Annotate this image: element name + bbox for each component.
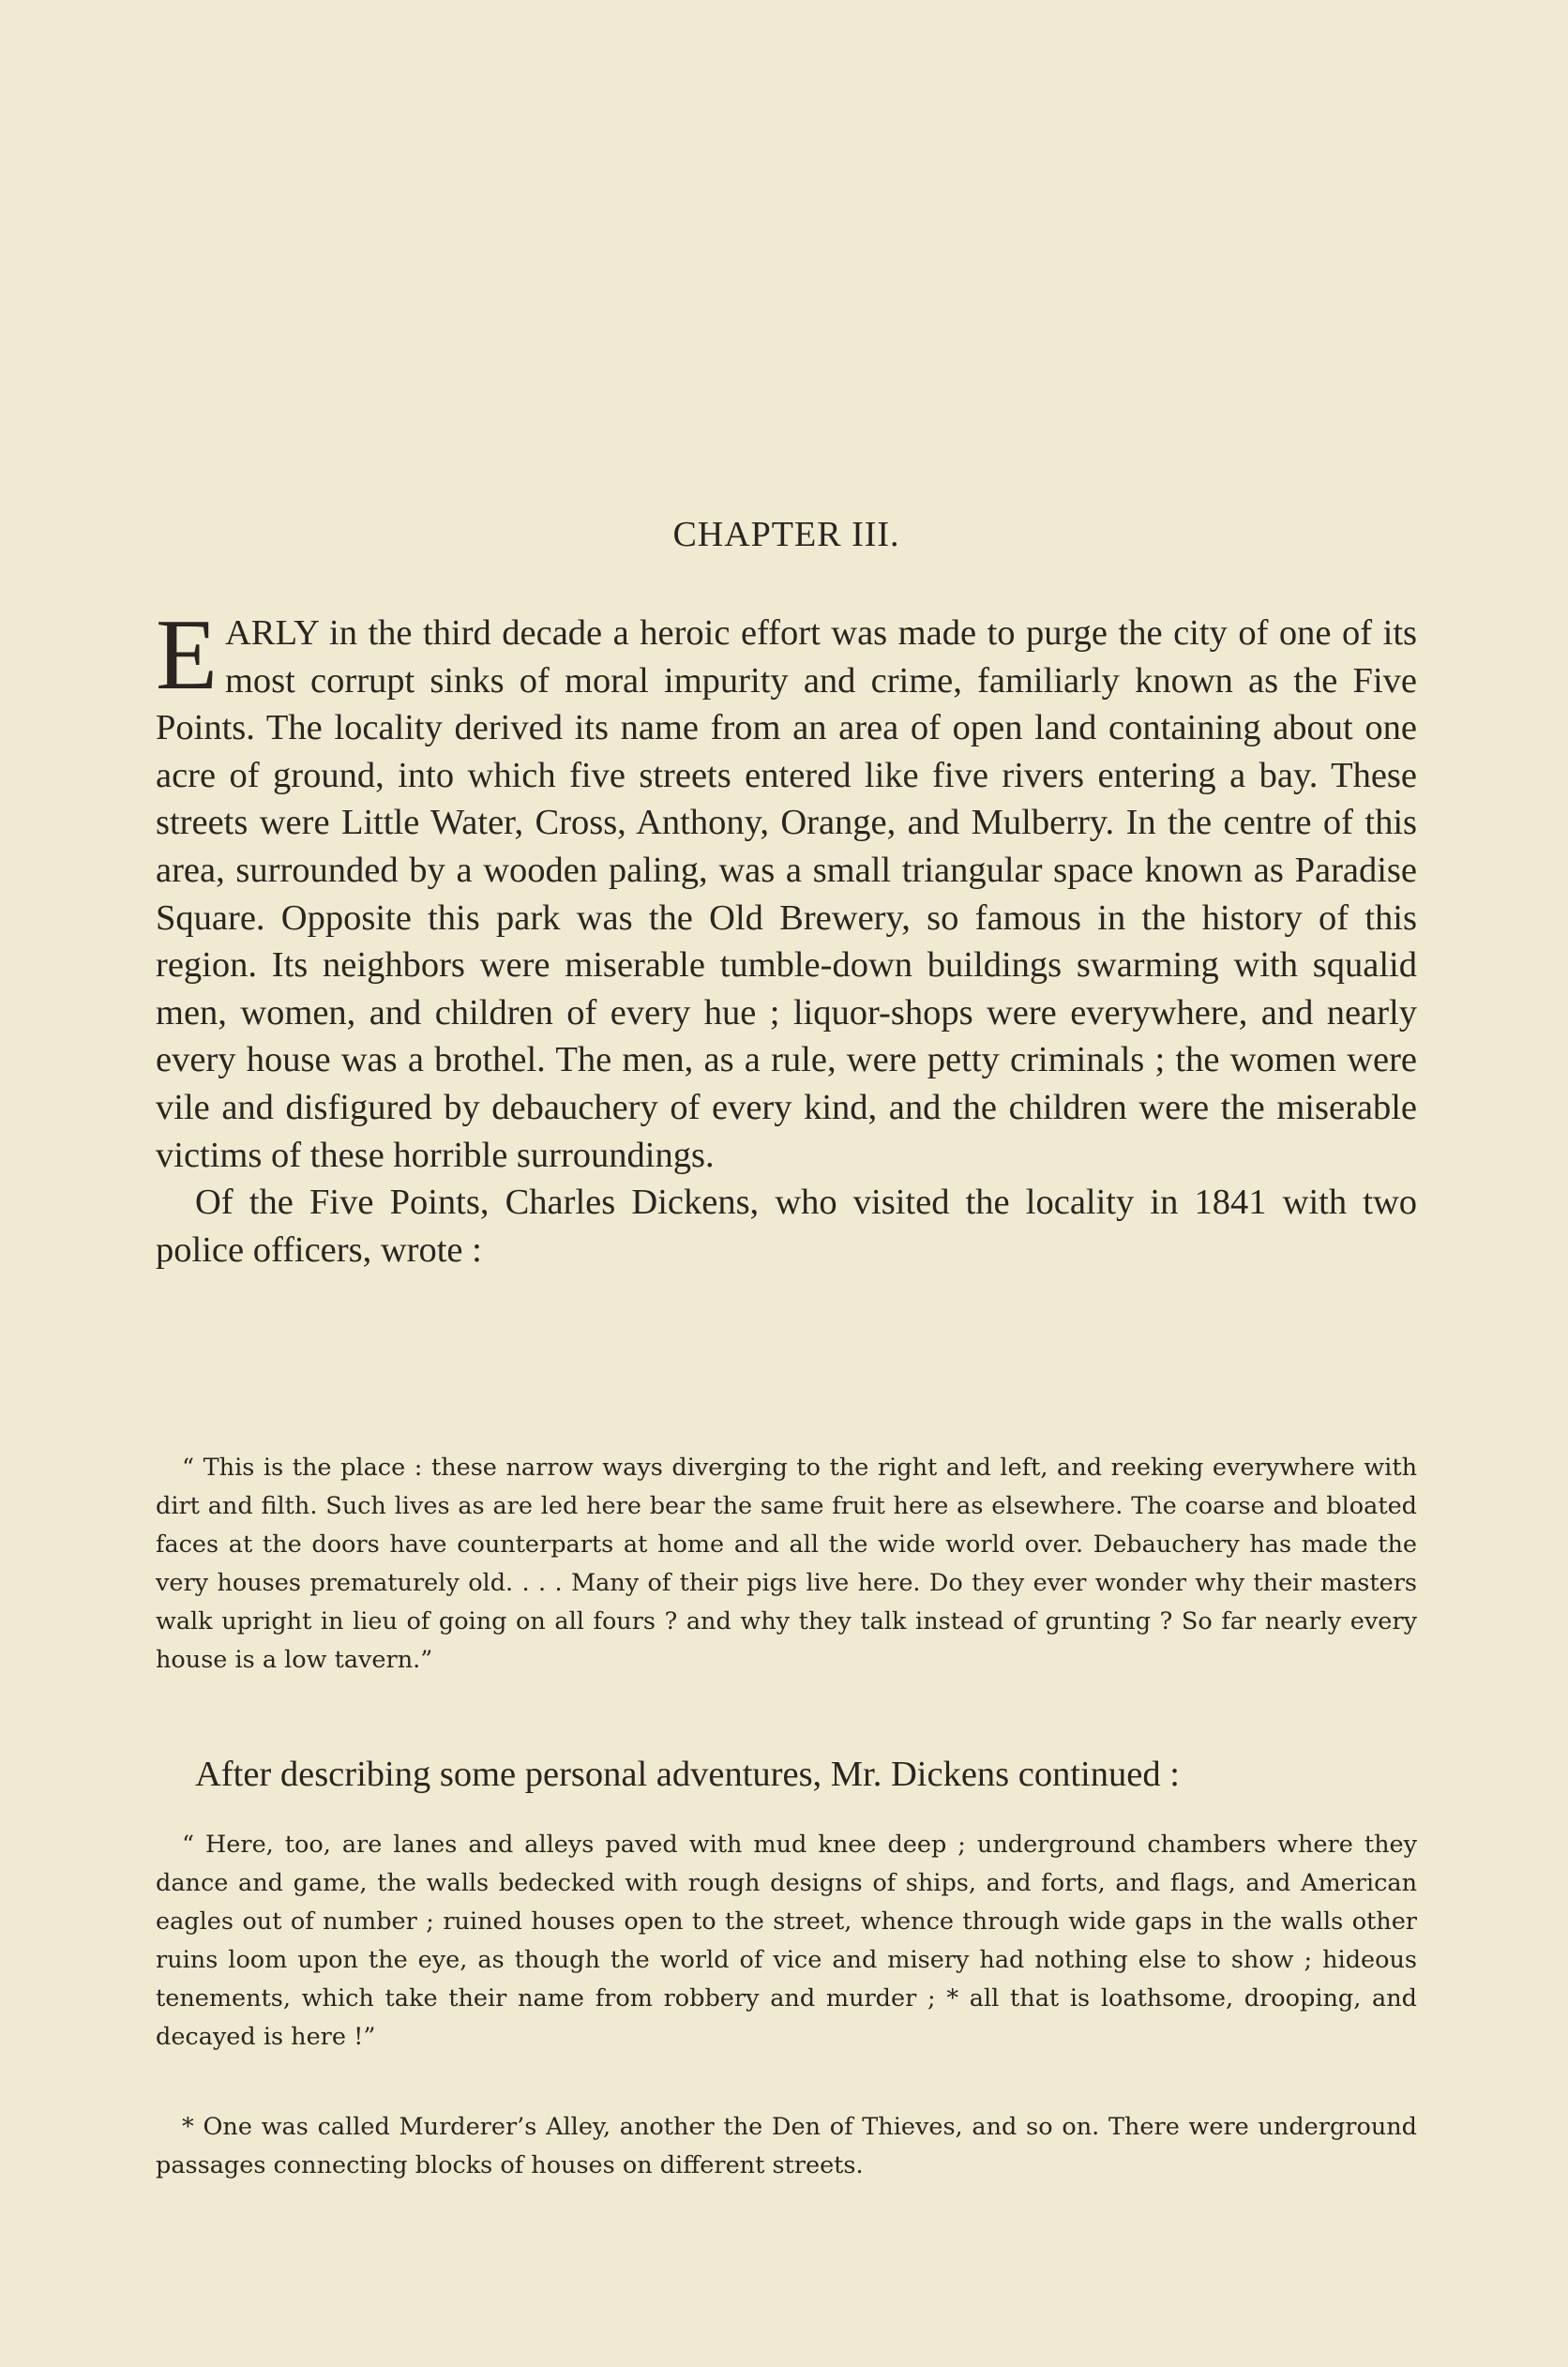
block-quote-1: “ This is the place : these narrow ways diverging to the right and left, and reeking everywhere with dirt and filth. Such lives as are led here bear the same fruit here as elsewhere. The coarse and bloated faces at the doors have counterparts at home and all the wide world over. Debauchery has made the very houses prematurely old. . . . Many of their pigs live here. Do they ever wonder why their masters walk upright in lieu of going on all fours ? and why they talk instead of grunting ? So far nearly every house is a low tavern.” — [156, 1454, 1417, 1674]
drop-cap: E — [156, 599, 218, 711]
book-page — [156, 0, 1417, 2367]
paragraph-2: Of the Five Points, Charles Dickens, who visited the locality in 1841 with two police officers, wrote : — [156, 1183, 1417, 1270]
block-quote-2: “ Here, too, are lanes and alleys paved with mud knee deep ; underground chambers where they dance and game, the walls bedecked with rough designs of ships, and forts, and flags, and American eagles out of number ; ruined houses open to the street, whence through wide gaps in the walls other ruins loom upon the eye, as though the world of vice and misery had nothing else to show ; hideous tenements, which take their name from robbery and murder ; * all that is loathsome, drooping, and decayed is here !” — [156, 1831, 1417, 2051]
footnote: * One was called Murderer’s Alley, another the Den of Thieves, and so on. There were underground passages connecting blocks of houses on different streets. — [156, 2113, 1417, 2179]
chapter-title: CHAPTER III. — [672, 515, 900, 554]
paragraph-1 — [156, 599, 1417, 1179]
main-text — [156, 599, 1417, 1274]
paragraph-1-text: ARLY in the third decade a heroic effort was made to purge the city of one of its most corrupt sinks of moral impurity and crime, familiarly known as the Five Points. The locality derived its name from an area of open land containing about one acre of ground, into which five streets entered like five rivers entering a bay. These streets were Little Water, Cross, Anthony, Orange, and Mulberry. In the centre of this area, surrounded by a wooden paling, was a small triangular space known as Paradise Square. Opposite this park was the Old Brewery, so famous in the history of this region. Its neighbors were miserable tumble-down buildings swarming with squalid men, women, and children of every hue ; liquor-shops were everywhere, and nearly every house was a brothel. The men, as a rule, were petty criminals ; the women were vile and disfigured by debauchery of every kind, and the children were the miserable victims of these horrible surroundings. — [156, 613, 1417, 1175]
paragraph-3: After describing some personal adventures, Mr. Dickens continued : — [195, 1755, 1180, 1794]
